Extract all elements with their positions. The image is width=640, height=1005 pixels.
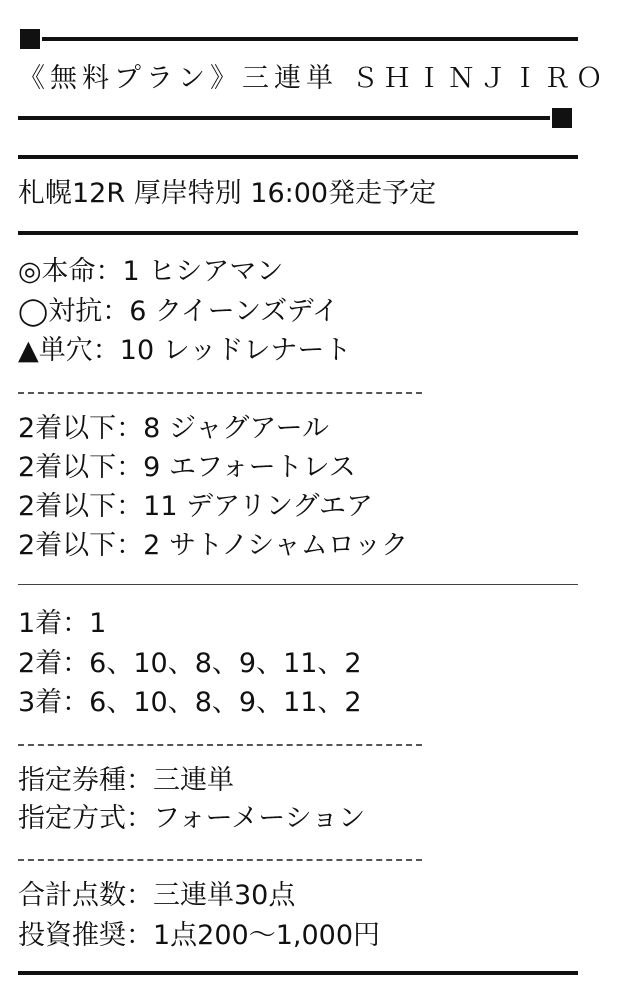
bottom-right-square-icon: [552, 108, 572, 128]
pick-tanana: ▲単穴：10 レッドレナート: [18, 335, 352, 366]
header-top-rule: [42, 37, 578, 41]
total-points: 合計点数：三連単30点: [18, 880, 296, 911]
pick-honmei: ◎本命：1 ヒシアマン: [18, 256, 284, 287]
section-rule: [18, 155, 578, 159]
pick-other: 2着以下：9 エフォートレス: [18, 452, 356, 483]
plan-title: 《無料プラン》三連単 ＳＨＩＮＪＩＲＯ: [18, 63, 608, 94]
race-info: 札幌12R 厚岸特別 16:00発走予定: [18, 178, 437, 209]
formation-first: 1着：1: [18, 608, 107, 639]
top-left-square-icon: [20, 29, 40, 49]
ticket-type: 指定券種：三連単: [18, 765, 234, 796]
footer-rule: [18, 971, 578, 975]
investment-recommendation: 投資推奨：1点200〜1,000円: [18, 920, 381, 951]
header-bottom-rule: [18, 116, 550, 120]
dashed-divider: [18, 859, 422, 861]
pick-other: 2着以下：2 サトノシャムロック: [18, 530, 409, 561]
pick-other: 2着以下：11 デアリングエア: [18, 491, 373, 522]
thin-divider: [18, 584, 578, 585]
formation-third: 3着：6、10、8、9、11、2: [18, 687, 362, 718]
ticket-method: 指定方式：フォーメーション: [18, 803, 366, 834]
formation-second: 2着：6、10、8、9、11、2: [18, 648, 362, 679]
section-rule: [18, 231, 578, 235]
pick-taikou: ◯対抗：6 クイーンズデイ: [18, 296, 339, 327]
dashed-divider: [18, 744, 422, 746]
dashed-divider: [18, 392, 422, 394]
pick-other: 2着以下：8 ジャグアール: [18, 413, 330, 444]
